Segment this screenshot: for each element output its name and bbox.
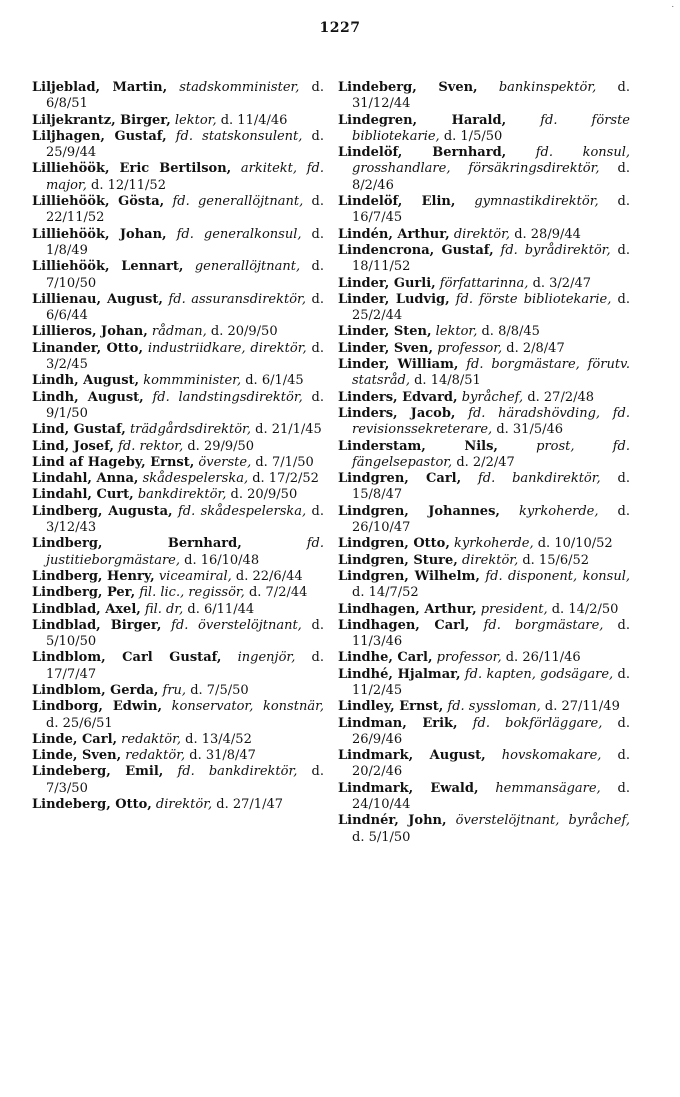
entry-date: d. 17/2/52	[252, 471, 319, 487]
register-entry	[338, 145, 630, 194]
entry-title: fd. landstingsdirektör,	[152, 389, 303, 405]
register-entry	[338, 618, 630, 651]
register-entry	[338, 406, 630, 439]
register-entry	[338, 504, 630, 537]
register-entry	[32, 390, 324, 423]
entry-date: d. 24/10/44	[352, 780, 630, 813]
entry-date: d. 18/11/52	[352, 242, 630, 275]
entry-name: Lindberg, Bernhard,	[32, 536, 242, 552]
register-entry	[338, 390, 630, 406]
entry-title: fd. justitieborgmästare,	[46, 536, 324, 568]
entry-title: lektor,	[174, 112, 217, 128]
register-entry	[32, 683, 324, 699]
entry-name: Lilliehöök, Gösta,	[32, 194, 165, 210]
entry-date: d. 20/9/50	[230, 487, 298, 503]
entry-name: Lindelöf, Bernhard,	[338, 145, 507, 161]
entry-date: d. 26/10/47	[352, 503, 630, 536]
register-entry	[32, 487, 324, 503]
entry-name: Lindman, Erik,	[338, 715, 458, 731]
entry-title: överste,	[198, 454, 252, 470]
entry-date: d. 16/7/45	[352, 194, 630, 226]
entry-title: stadskomminister,	[179, 80, 300, 95]
entry-name: Liljeblad, Martin,	[32, 80, 168, 95]
right-column	[338, 80, 630, 846]
entry-title: president,	[480, 601, 548, 617]
register-entry	[32, 455, 324, 471]
entry-title: viceamiral,	[158, 568, 232, 584]
register-entry	[32, 80, 324, 113]
register-entry	[338, 439, 630, 472]
entry-title: fd. bankdirektör,	[177, 764, 298, 780]
register-entry	[338, 276, 630, 292]
entry-date: d. 11/3/46	[352, 617, 630, 650]
register-entry	[338, 357, 630, 390]
entry-date: d. 7/10/50	[46, 259, 324, 291]
register-entry	[338, 324, 630, 340]
entry-name: Lindblad, Axel,	[32, 601, 141, 617]
register-entry	[338, 602, 630, 618]
entry-title: industriidkare, direktör,	[147, 340, 307, 356]
register-entry	[32, 129, 324, 162]
entry-name: Linderstam, Nils,	[338, 438, 498, 454]
register-entry	[338, 227, 630, 243]
entry-date: d. 14/7/52	[352, 585, 419, 601]
entry-date: d. 27/2/48	[527, 389, 595, 405]
entry-title: författarinna,	[439, 275, 529, 291]
entry-name: Lindgren, Otto,	[338, 536, 450, 552]
entry-date: d. 6/1/45	[245, 373, 304, 389]
entry-name: Lindhé, Hjalmar,	[338, 666, 461, 682]
entry-title: rådman,	[151, 324, 207, 340]
entry-name: Lindeberg, Otto,	[32, 797, 152, 813]
entry-date: d. 20/2/46	[352, 748, 631, 780]
entry-title: konservator, konstnär,	[171, 699, 324, 715]
entry-title: trädgårdsdirektör,	[129, 422, 251, 438]
entry-name: Linder, Sten,	[338, 324, 432, 340]
entry-name: Lindblom, Gerda,	[32, 682, 159, 698]
register-entry	[32, 732, 324, 748]
entry-name: Lind, Gustaf,	[32, 422, 126, 438]
entry-date: d. 11/4/46	[220, 112, 288, 128]
entry-title: fd. skådespelerska,	[177, 503, 307, 519]
entry-title: lektor,	[435, 324, 478, 340]
entry-name: Linder, Sven,	[338, 340, 434, 356]
entry-title: fd. borgmästare,	[483, 617, 604, 633]
entry-name: Linder, Gurli,	[338, 275, 436, 291]
register-entry	[32, 194, 324, 227]
entry-title: kommminister,	[143, 373, 242, 389]
register-entry	[32, 439, 324, 455]
entry-name: Linde, Sven,	[32, 748, 122, 764]
entry-date: d. 27/1/47	[216, 797, 283, 813]
left-column	[32, 80, 324, 813]
entry-name: Liljhagen, Gustaf,	[32, 128, 167, 144]
entry-title: fd. förste bibliotekarie,	[455, 291, 612, 307]
entry-name: Lindborg, Edwin,	[32, 699, 162, 715]
entry-name: Lindeberg, Emil,	[32, 764, 164, 780]
register-entry	[338, 113, 630, 146]
register-entry	[338, 292, 630, 325]
register-entry	[338, 781, 630, 814]
entry-date: d. 9/1/50	[46, 389, 324, 421]
register-entry	[32, 797, 324, 813]
entry-date: d. 17/7/47	[46, 650, 324, 682]
register-entry	[338, 536, 630, 552]
entry-name: Lindhagen, Arthur,	[338, 601, 477, 617]
register-entry	[32, 585, 324, 601]
entry-date: d. 22/6/44	[235, 568, 303, 584]
register-entry	[32, 618, 324, 651]
entry-date: d. 7/2/44	[248, 585, 308, 601]
entry-date: d. 5/1/50	[352, 829, 411, 845]
register-entry	[338, 194, 630, 227]
entry-title: fd. förste bibliotekarie,	[352, 112, 631, 144]
entry-title: fru,	[162, 682, 187, 698]
entry-title: professor,	[436, 650, 502, 666]
entry-date: d. 13/4/52	[185, 731, 252, 747]
entry-name: Lindh, August,	[32, 373, 140, 389]
register-entry	[338, 813, 630, 846]
register-entry	[32, 324, 324, 340]
entry-date: d. 31/5/46	[496, 422, 564, 438]
register-entry	[338, 80, 630, 113]
entry-name: Linders, Edvard,	[338, 389, 458, 405]
entry-title: fd. disponent, konsul,	[485, 568, 630, 584]
register-entry	[32, 569, 324, 585]
entry-name: Lindh, August,	[32, 389, 144, 405]
entry-title: hovskomakare,	[501, 748, 602, 764]
entry-title: kyrkoherde,	[518, 503, 599, 519]
entry-date: d. 20/9/50	[210, 324, 278, 340]
entry-name: Lindelöf, Elin,	[338, 194, 456, 210]
entry-date: d. 2/8/47	[506, 340, 565, 356]
entry-name: Linder, William,	[338, 357, 459, 373]
entry-name: Lindeberg, Sven,	[338, 80, 478, 95]
entry-name: Lindmark, August,	[338, 748, 486, 764]
entry-title: bankdirektör,	[137, 487, 227, 503]
entry-name: Linde, Carl,	[32, 731, 118, 747]
entry-date: d. 14/8/51	[414, 373, 481, 389]
register-entry	[32, 292, 324, 325]
entry-date: d. 8/8/45	[481, 324, 540, 340]
entry-title: direktör,	[461, 552, 519, 568]
entry-title: fd. borgmästare, förutv. statsråd,	[352, 357, 630, 389]
entry-date: d. 22/11/52	[46, 194, 324, 226]
entry-title: redaktör,	[121, 731, 181, 747]
entry-date: d. 8/2/46	[352, 161, 630, 193]
entry-name: Lindblom, Carl Gustaf,	[32, 650, 222, 666]
register-entry	[32, 504, 324, 537]
entry-date: d. 7/5/50	[190, 682, 249, 698]
entry-name: Lillieros, Johan,	[32, 324, 148, 340]
entry-date: d. 1/8/49	[46, 226, 324, 258]
entry-title: arkitekt, fd. major,	[46, 161, 324, 193]
entry-name: Lindgren, Carl,	[338, 471, 462, 487]
entry-title: fd. kapten, godsägare,	[464, 666, 614, 682]
entry-date: d. 2/2/47	[456, 454, 515, 470]
entry-date: d. 25/9/44	[46, 128, 325, 161]
entry-title: skådespelerska,	[142, 471, 249, 487]
entry-title: redaktör,	[125, 748, 186, 764]
entry-name: Lindhe, Carl,	[338, 650, 433, 666]
entry-title: ingenjör,	[237, 650, 296, 666]
entry-title: fd. syssloman,	[447, 699, 541, 715]
entry-date: d. 6/8/51	[46, 80, 324, 112]
entry-name: Lindgren, Wilhelm,	[338, 568, 480, 584]
entry-title: prost, fd. fängelsepastor,	[352, 438, 630, 470]
entry-date: d. 31/12/44	[352, 80, 630, 112]
register-entry	[338, 569, 630, 602]
register-entry	[338, 667, 630, 700]
entry-date: d. 27/11/49	[544, 699, 620, 715]
entry-date: d. 3/12/43	[46, 503, 324, 536]
entry-date: d. 10/10/52	[537, 536, 613, 552]
register-entry	[32, 113, 324, 129]
register-entry	[338, 699, 630, 715]
entry-date: d. 5/10/50	[46, 617, 324, 650]
entry-title: direktör,	[155, 797, 213, 813]
entry-title: fil. lic., regissör,	[139, 585, 245, 601]
entry-date: d. 29/9/50	[187, 438, 255, 454]
register-entry	[32, 373, 324, 389]
entry-title: fd. byrådirektör,	[500, 242, 611, 258]
register-entry	[32, 650, 324, 683]
entry-date: d. 15/6/52	[522, 552, 590, 568]
entry-name: Lindnér, John,	[338, 813, 447, 829]
entry-date: d. 7/1/50	[255, 454, 314, 470]
page-number: 1227	[319, 20, 361, 36]
entry-title: fd. häradshövding, fd. revisionssekreterare,	[352, 405, 630, 438]
entry-name: Lindahl, Anna,	[32, 471, 139, 487]
entry-name: Lindberg, Henry,	[32, 568, 155, 584]
entry-title: fd. rektor,	[118, 438, 184, 454]
entry-name: Lindén, Arthur,	[338, 226, 450, 242]
register-entry	[32, 471, 324, 487]
entry-name: Linander, Otto,	[32, 340, 143, 356]
entry-title: direktör,	[453, 226, 511, 242]
entry-name: Lindencrona, Gustaf,	[338, 242, 494, 258]
corner-mark: .	[671, 0, 674, 9]
entry-date: d. 1/5/50	[443, 128, 503, 144]
register-entry	[32, 227, 324, 260]
entry-name: Lindmark, Ewald,	[338, 780, 479, 796]
entry-date: d. 3/2/45	[46, 340, 324, 373]
entry-title: fd. generallöjtnant,	[172, 194, 304, 210]
entry-date: d. 21/1/45	[255, 422, 322, 438]
entry-name: Lillienau, August,	[32, 291, 163, 307]
entry-name: Lind, Josef,	[32, 438, 114, 454]
entry-date: d. 15/8/47	[352, 471, 630, 503]
entry-name: Liljekrantz, Birger,	[32, 112, 171, 128]
entry-title: generallöjtnant,	[194, 259, 301, 275]
entry-date: d. 31/8/47	[189, 748, 256, 764]
entry-title: överstelöjtnant, byråchef,	[455, 813, 630, 829]
entry-name: Lindegren, Harald,	[338, 112, 507, 128]
entry-title: fil. dr,	[144, 601, 184, 617]
register-entry	[32, 764, 324, 797]
register-entry	[32, 422, 324, 438]
register-entry	[32, 161, 324, 194]
entry-name: Lind af Hageby, Ernst,	[32, 454, 195, 470]
entry-name: Lindley, Ernst,	[338, 699, 444, 715]
register-entry	[32, 699, 324, 732]
entry-title: fd. bankdirektör,	[478, 471, 601, 487]
entry-date: d. 14/2/50	[551, 601, 619, 617]
entry-name: Lindhagen, Carl,	[338, 617, 470, 633]
register-entry	[32, 602, 324, 618]
entry-name: Lilliehöök, Johan,	[32, 226, 167, 242]
entry-date: d. 26/9/46	[352, 715, 630, 747]
entry-name: Lindblad, Birger,	[32, 617, 162, 633]
register-entry	[338, 716, 630, 749]
entry-date: d. 28/9/44	[514, 226, 581, 242]
entry-date: d. 25/2/44	[352, 291, 630, 324]
register-entry	[32, 341, 324, 374]
entry-title: fd. statskonsulent,	[175, 128, 303, 144]
entry-name: Lindgren, Sture,	[338, 552, 458, 568]
register-entry	[32, 536, 324, 569]
entry-date: d. 11/2/45	[352, 666, 630, 698]
register-entry	[32, 748, 324, 764]
entry-title: bankinspektör,	[498, 80, 597, 95]
entry-date: d. 7/3/50	[46, 764, 324, 796]
register-entry	[338, 650, 630, 666]
entry-name: Lindberg, Augusta,	[32, 503, 173, 519]
entry-name: Linder, Ludvig,	[338, 291, 450, 307]
entry-date: d. 26/11/46	[505, 650, 581, 666]
entry-name: Lilliehöök, Lennart,	[32, 259, 184, 275]
entry-name: Lindgren, Johannes,	[338, 503, 500, 519]
entry-title: kyrkoherde,	[454, 536, 534, 552]
entry-name: Lilliehöök, Eric Bertilson,	[32, 161, 232, 177]
register-entry	[338, 341, 630, 357]
entry-title: fd. överstelöjtnant,	[171, 617, 302, 633]
entry-date: d. 6/11/44	[187, 601, 255, 617]
entry-date: d. 6/6/44	[46, 291, 324, 324]
register-entry	[338, 553, 630, 569]
entry-title: gymnastikdirektör,	[474, 194, 599, 210]
entry-name: Linders, Jacob,	[338, 405, 456, 421]
entry-title: fd. bokförläggare,	[472, 715, 603, 731]
entry-title: fd. assuransdirektör,	[168, 291, 306, 307]
entry-date: d. 25/6/51	[46, 715, 113, 731]
register-entry	[338, 748, 630, 781]
entry-name: Lindberg, Per,	[32, 585, 136, 601]
entry-date: d. 16/10/48	[184, 552, 260, 568]
entry-title: professor,	[437, 340, 503, 356]
entry-title: fd. generalkonsul,	[176, 226, 302, 242]
register-entry	[338, 243, 630, 276]
entry-date: d. 3/2/47	[532, 275, 591, 291]
entry-title: byråchef,	[461, 389, 524, 405]
entry-title: fd. konsul, grosshandlare, försäkringsdirektör,	[352, 145, 630, 177]
register-entry	[32, 259, 324, 292]
entry-title: hemmansägare,	[495, 780, 601, 796]
register-entry	[338, 471, 630, 504]
entry-date: d. 12/11/52	[91, 177, 166, 193]
entry-name: Lindahl, Curt,	[32, 487, 134, 503]
